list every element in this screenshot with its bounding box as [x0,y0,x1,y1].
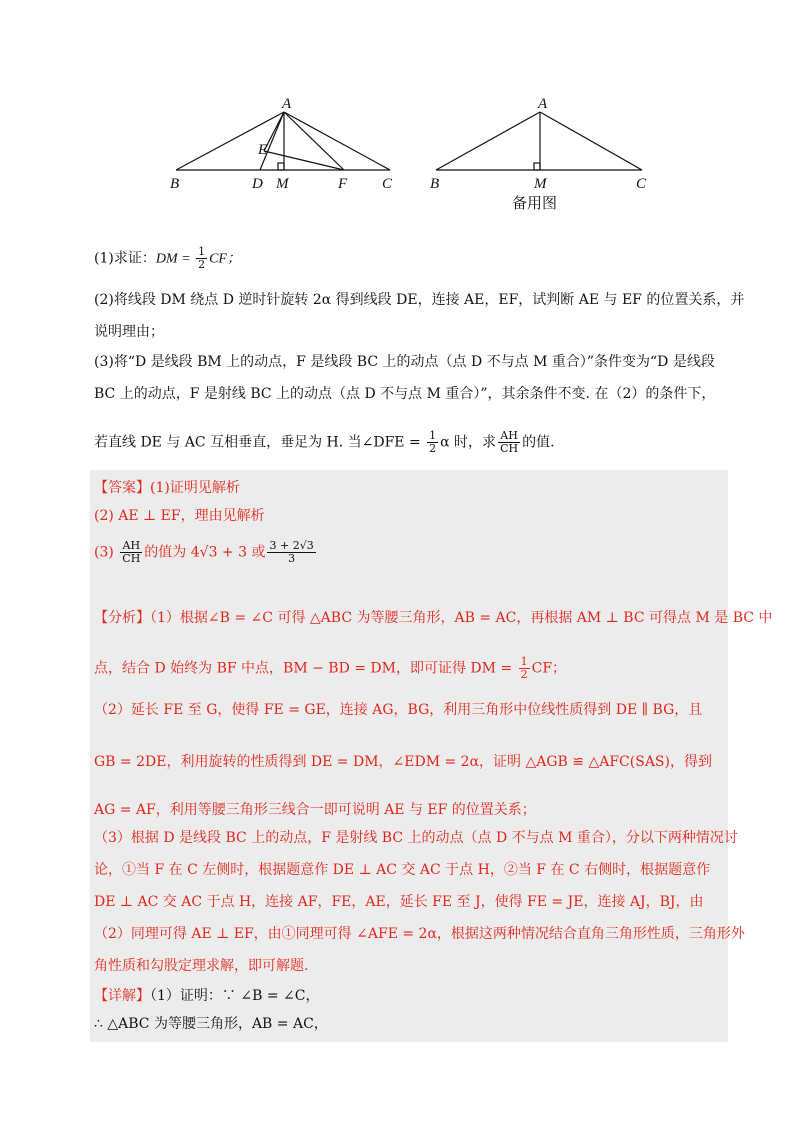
question-1: (1)求证：DM = $\frac{1}{2}$ CF； [94,245,241,271]
figure-left [168,96,408,192]
label-B: B [170,176,180,192]
question-2-line-2: 说明理由； [94,324,164,340]
detail-line-1: 【详解】（1）证明：∵ ∠B = ∠C， [94,988,320,1004]
label-A: A [282,96,292,112]
analysis-line-9: （2）同理可得 AE ⊥ EF，由①同理可得 ∠AFE = 2α，根据这两种情况结合直角三角形性质，三角形外 [94,926,745,942]
label-D: D [252,176,263,192]
analysis-line-5: AG = AF，利用等腰三角形三线合一即可说明 AE 与 EF 的位置关系； [94,802,536,818]
answer-line-3: (3) $\frac{AH}{CH}$ 的值为 4√3 + 3 或 $\frac{3 + 2√3}{3}$ [94,539,314,565]
analysis-line-7: 论，①当 F 在 C 左侧时，根据题意作 DE ⊥ AC 交 AC 于点 H，②当 F 在 C 右侧时，根据题意作 [94,862,711,878]
label-A: A [538,96,548,112]
analysis-line-10: 角性质和勾股定理求解，即可解题. [94,958,309,974]
analysis-line-4: GB = 2DE，利用旋转的性质得到 DE = DM，∠EDM = 2α，证明 △AGB ≌ △AFC(SAS)，得到 [94,754,712,770]
analysis-line-3: （2）延长 FE 至 G，使得 FE = GE，连接 AG，BG，利用三角形中位线性质得到 DE ∥ BG，且 [94,702,703,718]
question-3-line-1: (3)将“D 是线段 BM 上的动点，F 是线段 BC 上的动点（点 D 不与点 M 重合）”条件变为“D 是线段 [94,354,715,370]
triangle-figure-left [168,96,408,192]
triangle-figure-right [428,96,660,192]
label-M: M [534,176,547,192]
analysis-line-1: 【分析】（1）根据∠B = ∠C 可得 △ABC 为等腰三角形，AB = AC，再根据 AM ⊥ BC 可得点 M 是 BC 中 [94,610,773,626]
label-B: B [430,176,440,192]
answer-line-1: 【答案】(1)证明见解析 [94,480,240,496]
detail-tag: 【详解】 [94,988,150,1004]
answer-line-2: (2) AE ⊥ EF，理由见解析 [94,508,265,524]
analysis-line-2: 点，结合 D 始终为 BF 中点，BM − BD = DM，即可证得 DM = $\frac{1}{2}$ CF； [94,655,567,681]
answer-tag: 【答案】 [94,480,150,496]
analysis-line-6: （3）根据 D 是线段 BC 上的动点，F 是射线 BC 上的动点（点 D 不与点 M 重合），分以下两种情况讨 [94,830,738,846]
analysis-line-8: DE ⊥ AC 交 AC 于点 H，连接 AF，FE，AE，延长 FE 至 J，使得 FE = JE，连接 AJ，BJ，由 [94,894,704,910]
question-3-line-2: BC 上的动点，F 是射线 BC 上的动点（点 D 不与点 M 重合）”，其余条件不变. 在（2）的条件下， [94,386,716,402]
question-2-line-1: (2)将线段 DM 绕点 D 逆时针旋转 2α 得到线段 DE，连接 AE，EF，试判断 AE 与 EF 的位置关系，并 [94,292,745,308]
label-F: F [338,176,348,192]
figure-caption: 备用图 [512,194,558,212]
label-C: C [382,176,393,192]
label-M: M [276,176,289,192]
analysis-tag: 【分析】 [94,610,150,626]
detail-line-2: ∴ △ABC 为等腰三角形，AB = AC， [94,1016,328,1032]
label-C: C [636,176,647,192]
figure-right [428,96,660,192]
question-3-line-3: 若直线 DE 与 AC 互相垂直，垂足为 H. 当∠DFE = $\frac{1}{2}$ α 时，求 $\frac{AH}{CH}$ 的值. [94,429,555,455]
label-E: E [258,142,268,158]
